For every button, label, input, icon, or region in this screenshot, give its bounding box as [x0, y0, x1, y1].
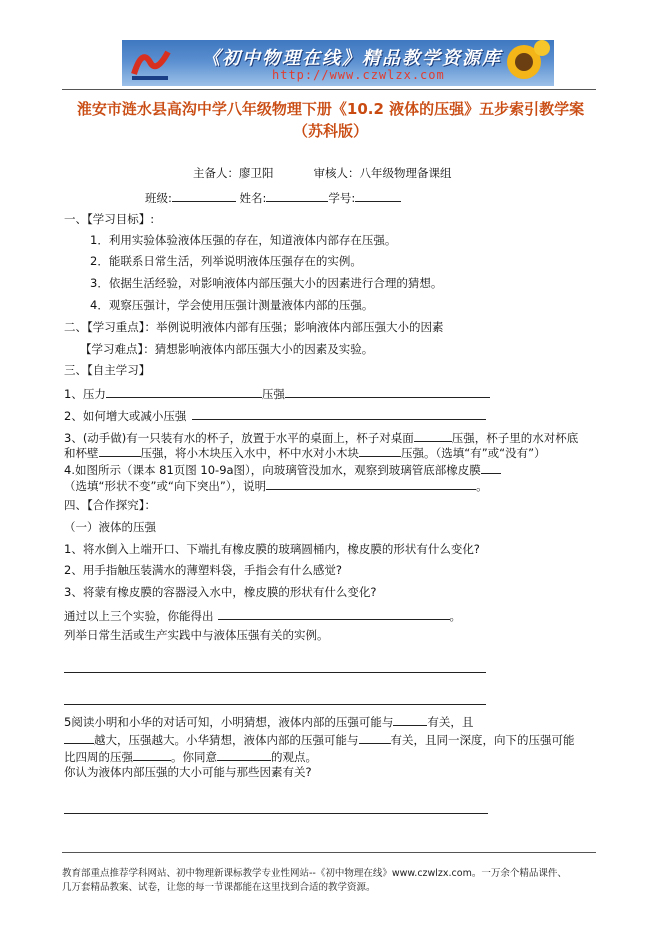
q4-text-b: （选填“形状不变”或“向下突出”），说明: [64, 479, 267, 493]
q5-line2: [64, 731, 575, 748]
q5-text-a: 5阅读小明和小华的对话可知，小明猜想，液体内部的压强可能与: [64, 715, 394, 729]
class-label: 班级:: [145, 191, 172, 205]
q5-blank-2[interactable]: [64, 731, 94, 744]
answer-line-1[interactable]: [64, 672, 486, 673]
class-blank[interactable]: [172, 189, 236, 202]
self-study-q4-line1: [64, 461, 501, 478]
q5-blank-1[interactable]: [393, 713, 427, 726]
q5-text-f: 。你同意: [171, 750, 217, 764]
key-point-line: 二、【学习重点】：举例说明液体内部有压强；影响液体内部压强大小的因素: [64, 320, 444, 334]
header-divider: [62, 89, 596, 90]
q3-text-d: 压强，将小木块压入水中，杯中水对小木块: [140, 446, 359, 460]
q2-blank[interactable]: [192, 407, 486, 420]
q3-blank-2[interactable]: [99, 444, 141, 457]
goal-item-4: 4．观察压强计，学会使用压强计测量液体内部的压强。: [90, 298, 374, 312]
q2-text: 2、如何增大或减小压强: [64, 409, 187, 423]
site-logo-icon: [128, 44, 172, 82]
document-title-line2: （苏科版）: [292, 122, 368, 140]
q3-blank-3[interactable]: [359, 444, 401, 457]
id-label: 学号:: [328, 191, 356, 205]
section4-subheading: （一）液体的压强: [64, 520, 156, 534]
self-study-q4-line2: [64, 477, 488, 494]
q5-blank-5[interactable]: [217, 748, 271, 761]
q5-text-g: 的观点。: [271, 750, 317, 764]
self-study-q3-line2: [64, 444, 546, 461]
preparer-name: 廖卫阳: [239, 166, 274, 180]
q5-text-e: 比四周的压强: [64, 750, 133, 764]
answer-line-2[interactable]: [64, 704, 486, 705]
footer-divider: [62, 852, 596, 853]
reviewer-name: 八年级物理备课组: [359, 166, 452, 180]
q5-text-b: 有关，且: [427, 715, 474, 729]
examples-prompt: 列举日常生活或生产实践中与液体压强有关的实例。: [64, 628, 329, 642]
conclusion-end: 。: [449, 609, 461, 623]
name-blank[interactable]: [266, 189, 328, 202]
q4-blank-1[interactable]: [481, 461, 501, 474]
conclusion-blank[interactable]: [218, 607, 450, 620]
conclusion-line: [64, 607, 461, 624]
q3-text-c: 和杯壁: [64, 446, 99, 460]
site-banner: [122, 40, 554, 86]
document-title-line1: 淮安市涟水县高沟中学八年级物理下册《10.2 液体的压强》五步索引教学案: [76, 100, 585, 118]
student-info-line: [145, 189, 401, 206]
author-line: [193, 166, 452, 181]
q1-force-label: 1、压力: [64, 387, 106, 401]
preparer-label: 主备人：: [193, 166, 239, 180]
goal-item-1: 1．利用实验体验液体压强的存在，知道液体内部存在压强。: [90, 233, 397, 247]
q5-line1: [64, 713, 473, 730]
banner-url[interactable]: http://www.czwlzx.com: [272, 68, 445, 82]
banner-title: 《初中物理在线》精品教学资源库: [202, 48, 502, 69]
conclusion-text: 通过以上三个实验，你能得出: [64, 609, 214, 623]
pressure-blank[interactable]: [285, 385, 490, 398]
section3-heading: 三、【自主学习】: [64, 363, 151, 377]
q3-text-e: 压强。: [401, 446, 436, 460]
q3-blank-1[interactable]: [414, 429, 452, 442]
id-blank[interactable]: [355, 189, 401, 202]
explore-q3: 3、将蒙有橡皮膜的容器浸入水中，橡皮膜的形状有什么变化?: [64, 585, 377, 599]
goal-item-3: 3．依据生活经验，对影响液体内部压强大小的因素进行合理的猜想。: [90, 276, 443, 290]
q5-line4: 你认为液体内部压强的大小可能与那些因素有关?: [64, 765, 312, 779]
q4-blank-2[interactable]: [266, 477, 476, 490]
q3-text-a: 3、(动手做)有一只装有水的杯子，放置于水平的桌面上，杯子对桌面: [64, 431, 414, 445]
footer-line-2: 几万套精品教案、试卷，让您的每一节课都能在这里找到合适的教学资源。: [62, 882, 376, 893]
q5-line3: [64, 748, 317, 765]
section1-heading: 一、【学习目标】:: [64, 212, 155, 226]
q3-note: （选填“有”或“没有”）: [435, 446, 546, 460]
q3-text-b: 压强，杯子里的水对杯底: [451, 431, 579, 445]
answer-line-3[interactable]: [64, 813, 488, 814]
q4-text-c: 。: [476, 479, 488, 493]
self-study-q1: [64, 385, 490, 402]
goal-item-2: 2．能联系日常生活，列举说明液体压强存在的实例。: [90, 254, 362, 268]
q5-text-d: 有关，且同一深度，向下的压强可能: [390, 733, 575, 747]
explore-q1: 1、将水倒入上端开口、下端扎有橡皮膜的玻璃圆桶内，橡皮膜的形状有什么变化?: [64, 542, 480, 556]
q5-text-c: 越大，压强越大。小华猜想，液体内部的压强可能与: [94, 733, 359, 747]
reviewer-label: 审核人：: [313, 166, 360, 180]
name-label: 姓名:: [239, 191, 267, 205]
q5-blank-3[interactable]: [359, 731, 391, 744]
footer-line-1: 教育部重点推荐学科网站、初中物理新课标教学专业性网站--《初中物理在线》www.czwlzx.com。一万余个精品课件、: [62, 868, 567, 879]
difficult-point-line: 【学习难点】：猜想影响液体内部压强大小的因素及实验。: [80, 342, 374, 356]
document-title: [0, 98, 661, 142]
self-study-q2: [64, 407, 486, 424]
q5-blank-4[interactable]: [133, 748, 171, 761]
q1-pressure-label: 压强: [261, 387, 285, 401]
section4-heading: 四、【合作探究】：: [64, 498, 156, 512]
sunflower-icon: [494, 40, 550, 86]
force-blank[interactable]: [106, 385, 262, 398]
explore-q2: 2、用手指触压装满水的薄塑料袋，手指会有什么感觉?: [64, 563, 342, 577]
q4-text-a: 4.如图所示（课本 81页图 10-9a图），向玻璃管没加水，观察到玻璃管底部橡皮膜: [64, 463, 481, 477]
